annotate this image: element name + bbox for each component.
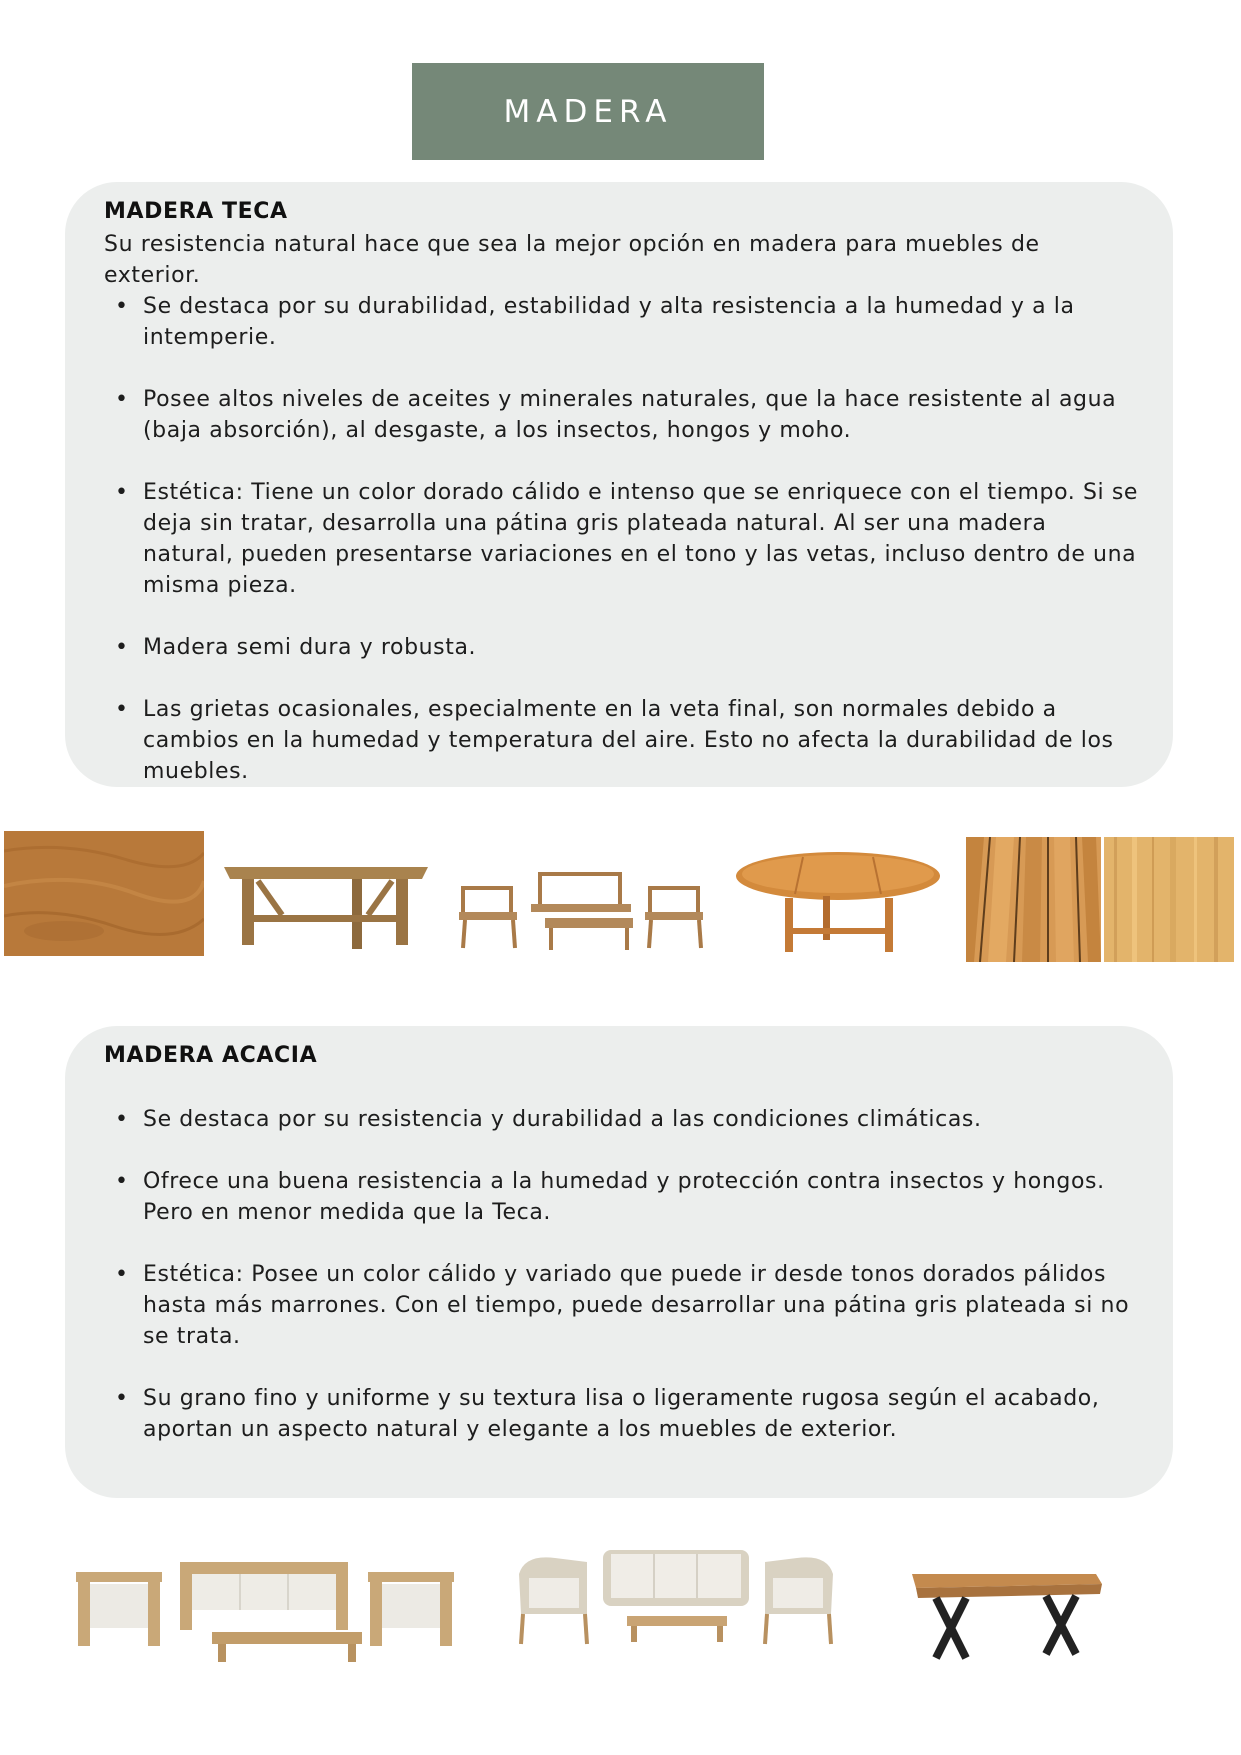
acacia-panel [65, 1026, 1173, 1498]
teak-plank-texture-image [1104, 837, 1234, 962]
list-item: • Las grietas ocasionales, especialmente en la veta final, son normales debido a cambios en la humedad y temperatura del aire. Esto no afecta la durabilidad de los muebles. [104, 694, 1144, 787]
teca-panel [65, 182, 1173, 787]
list-item: • Estética: Tiene un color dorado cálido e intenso que se enriquece con el tiempo. Si se deja sin tratar, desarrolla una pátina gris plateada natural. Al ser una madera natural, pueden presentarse variaciones en el tono y las vetas, incluso dentro de una misma pieza. [104, 477, 1144, 601]
list-item: • Ofrece una buena resistencia a la humedad y protección contra insectos y hongos. Pero en menor medida que la Teca. [104, 1166, 1144, 1228]
teak-texture-image [4, 831, 204, 956]
teak-dining-table-image [222, 855, 430, 955]
list-item: • Su grano fino y uniforme y su textura lisa o ligeramente rugosa según el acabado, aportan un aspecto natural y elegante a los muebles de exterior. [104, 1383, 1144, 1445]
teca-bullets [104, 291, 1144, 818]
list-item: • Madera semi dura y robusta. [104, 632, 1144, 663]
teca-heading: MADERA TECA [104, 199, 288, 224]
acacia-rope-set-image [515, 1544, 837, 1652]
teak-lounge-set-image [455, 868, 710, 960]
acacia-heading: MADERA ACACIA [104, 1043, 318, 1068]
title-banner [412, 63, 764, 160]
acacia-x-leg-table-image [906, 1564, 1104, 1664]
acacia-bullets [104, 1104, 1144, 1476]
list-item: • Se destaca por su durabilidad, estabilidad y alta resistencia a la humedad y a la intemperie. [104, 291, 1144, 353]
list-item: • Se destaca por su resistencia y durabilidad a las condiciones climáticas. [104, 1104, 1144, 1135]
teca-intro: Su resistencia natural hace que sea la mejor opción en madera para muebles de exterior. [104, 232, 1040, 288]
list-item: • Posee altos niveles de aceites y minerales naturales, que la hace resistente al agua (baja absorción), al desgaste, a los insectos, hongos y moho. [104, 384, 1144, 446]
list-item: • Estética: Posee un color cálido y variado que puede ir desde tonos dorados pálidos hasta más marrones. Con el tiempo, puede desarrollar una pátina gris plateada si no se trata. [104, 1259, 1144, 1352]
acacia-sofa-set-image [72, 1558, 460, 1668]
teak-deck-boards-image [966, 837, 1101, 962]
page-title: MADERA [503, 93, 673, 130]
teak-extendable-table-image [733, 848, 943, 956]
